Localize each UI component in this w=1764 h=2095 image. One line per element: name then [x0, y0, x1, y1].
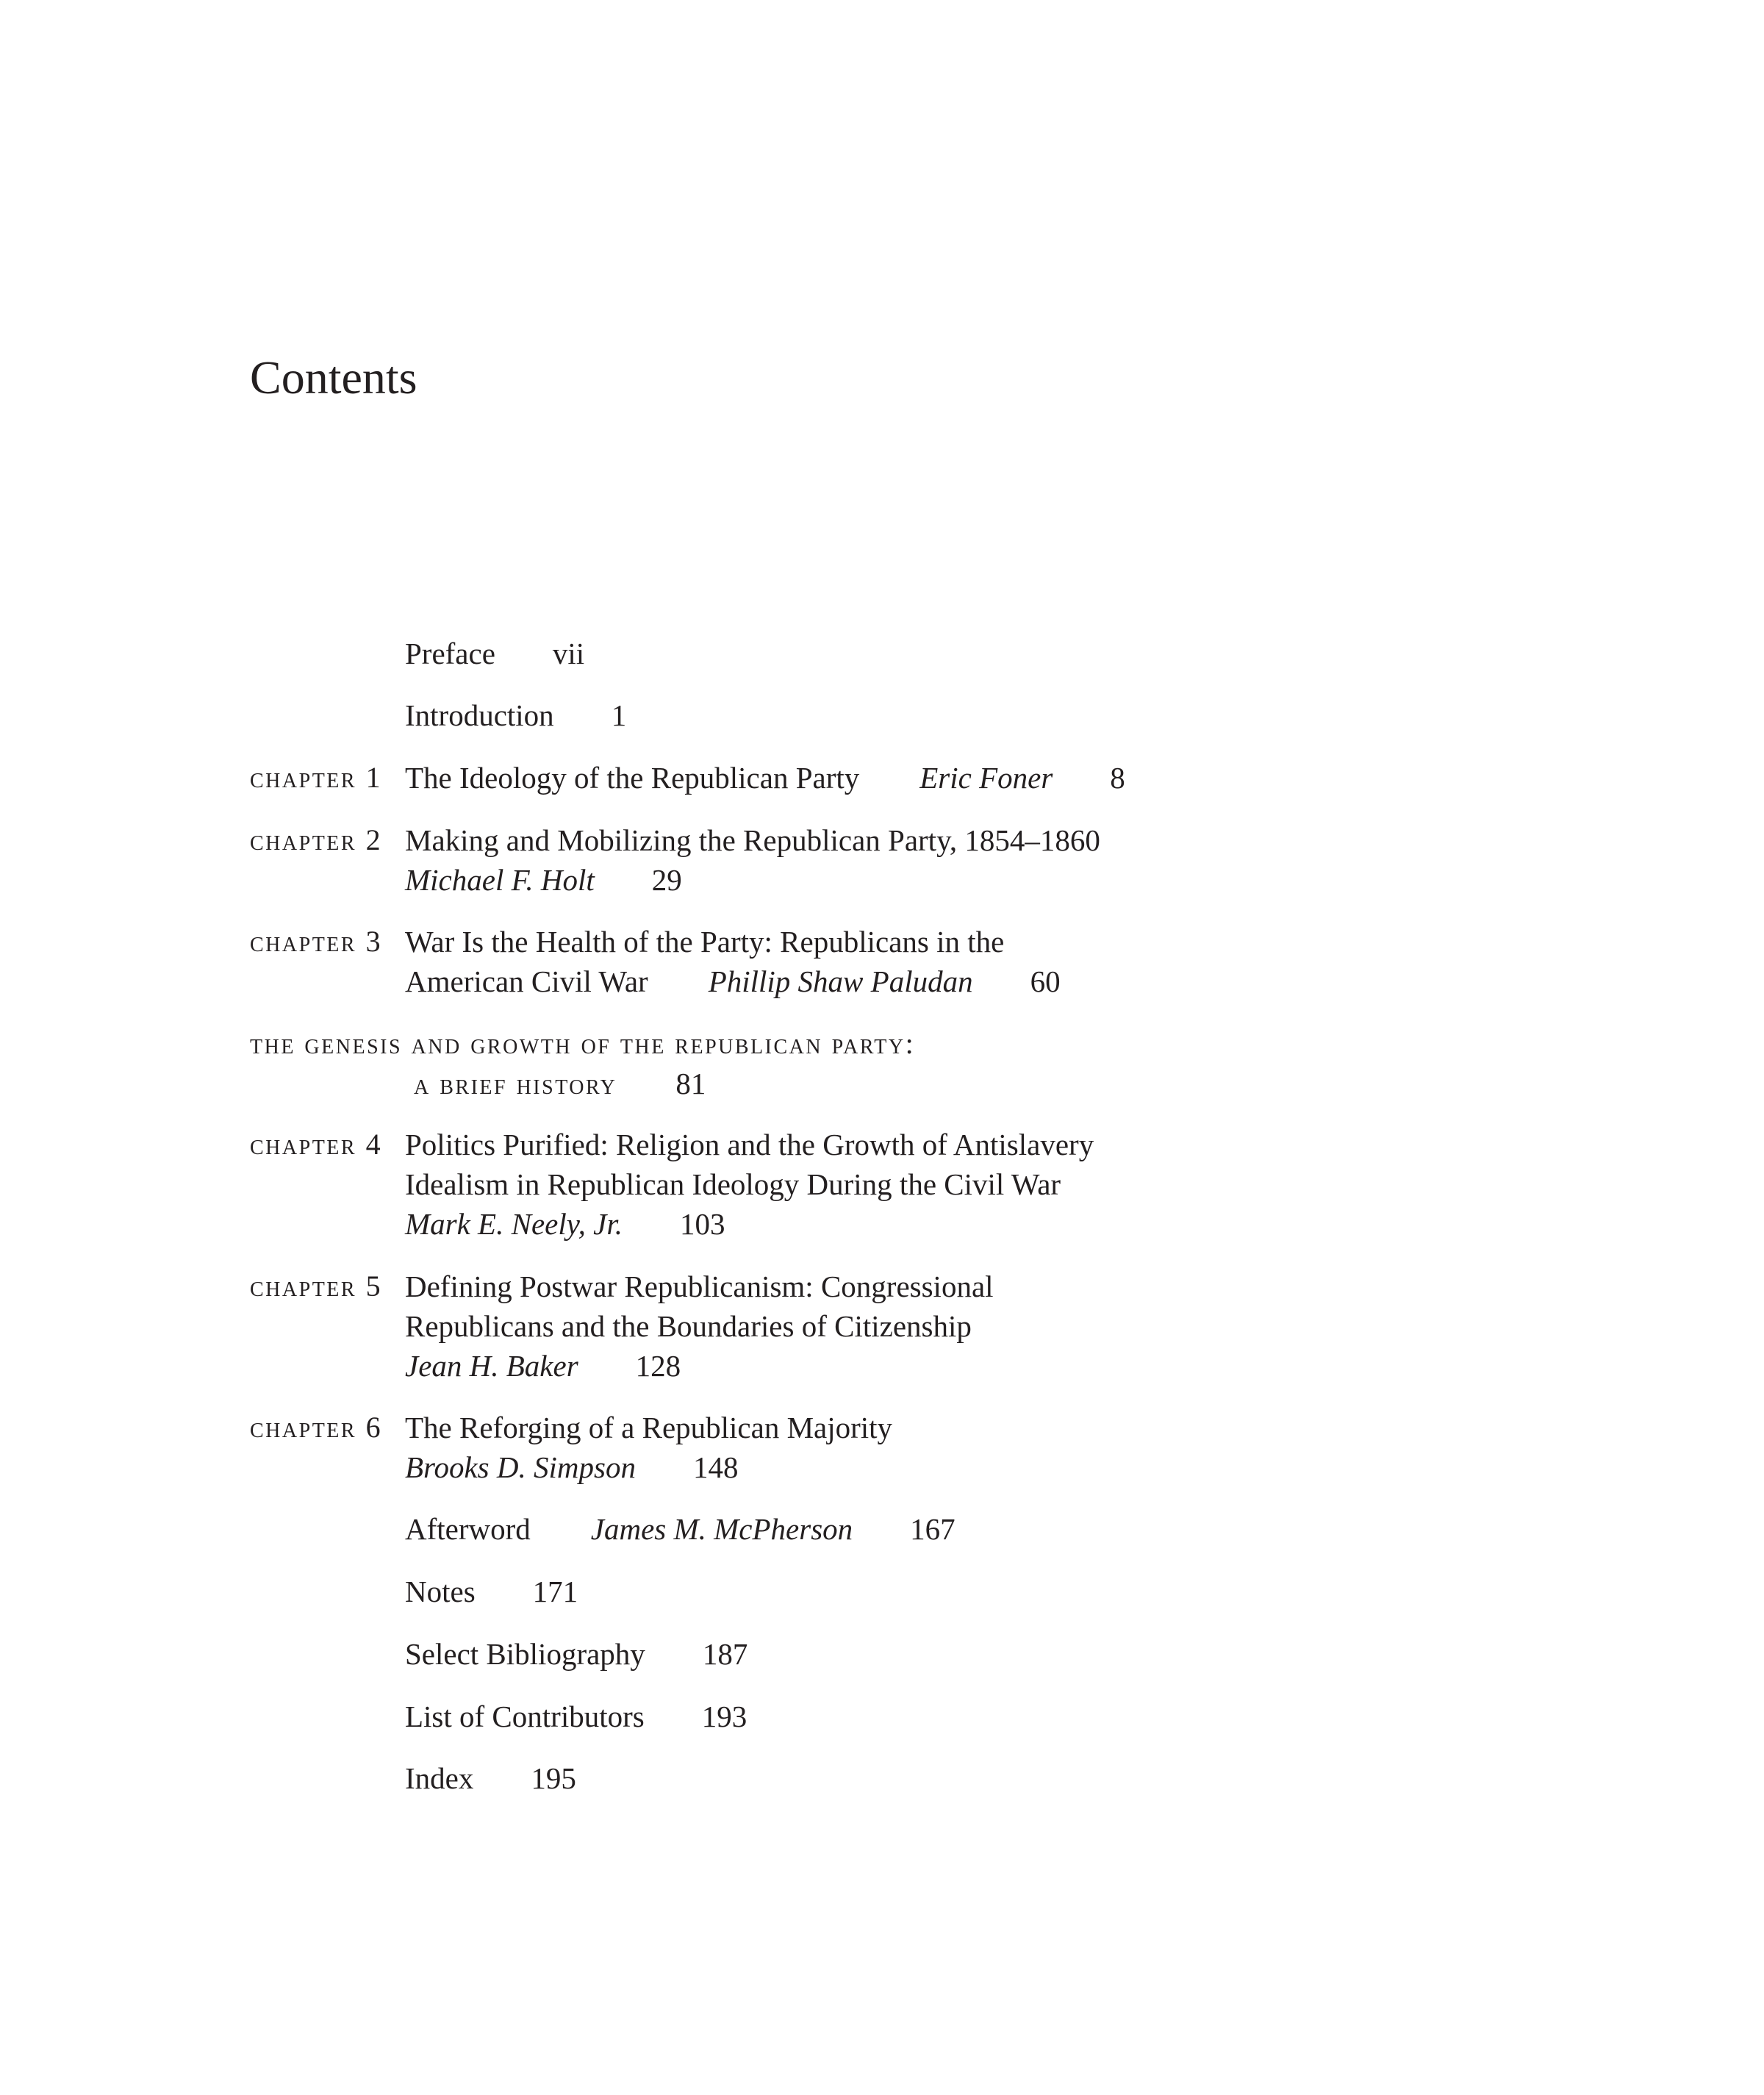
chapter-title: The Ideology of the Republican Party — [405, 761, 860, 795]
chapter-title-line: Defining Postwar Republicanism: Congressional — [405, 1269, 994, 1303]
page-title: Contents — [250, 351, 417, 404]
chapter-page: 103 — [680, 1207, 725, 1241]
toc-entry-title: Afterword — [405, 1512, 531, 1546]
chapter-title-line: Politics Purified: Religion and the Growth of Antislavery — [405, 1128, 1094, 1161]
interlude-page: 81 — [675, 1067, 706, 1100]
chapter-author: Eric Foner — [919, 761, 1053, 795]
chapter-title-line: Idealism in Republican Ideology During the Civil War — [405, 1167, 1061, 1201]
toc-entry-page: 195 — [531, 1761, 576, 1795]
chapter-author: Jean H. Baker — [405, 1349, 578, 1383]
chapter-label: chapter 6 — [250, 1411, 383, 1444]
chapter-title-line: War Is the Health of the Party: Republicans in the — [405, 925, 1005, 959]
toc-entry-author: James M. McPherson — [590, 1512, 853, 1546]
toc-entry-title: Introduction — [405, 698, 554, 732]
toc-entry-page: 167 — [910, 1512, 956, 1546]
chapter-label: chapter 3 — [250, 925, 383, 958]
toc-entry-title: Index — [405, 1761, 474, 1795]
chapter-title-line: American Civil War — [405, 964, 648, 998]
chapter-label: chapter 4 — [250, 1128, 383, 1161]
interlude-heading: the genesis and growth of the republican party: — [250, 1027, 916, 1060]
toc-entry-page: 171 — [532, 1575, 578, 1608]
chapter-author: Michael F. Holt — [405, 863, 595, 897]
chapter-page: 148 — [692, 1450, 739, 1484]
chapter-label: chapter 5 — [250, 1269, 383, 1303]
toc-entry-page: vii — [552, 637, 585, 670]
toc-entry-title: Notes — [405, 1575, 476, 1608]
interlude-subheading: a brief history — [414, 1067, 617, 1100]
toc-entry-page: 187 — [702, 1637, 748, 1671]
chapter-page: 29 — [651, 863, 682, 897]
toc-entry-page: 193 — [701, 1700, 747, 1733]
chapter-title: The Reforging of a Republican Majority — [405, 1411, 893, 1444]
toc-entry-title: Select Bibliography — [405, 1637, 645, 1671]
toc-entry-title: Preface — [405, 637, 495, 670]
toc-entry-title: List of Contributors — [405, 1700, 645, 1733]
chapter-title: Making and Mobilizing the Republican Party, 1854–1860 — [405, 823, 1100, 857]
chapter-page: 8 — [1110, 761, 1125, 795]
chapter-author: Mark E. Neely, Jr. — [405, 1207, 623, 1241]
chapter-title-line: Republicans and the Boundaries of Citizenship — [405, 1309, 972, 1343]
chapter-author: Brooks D. Simpson — [405, 1450, 636, 1484]
chapter-page: 60 — [1030, 964, 1061, 998]
chapter-label: chapter 1 — [250, 761, 383, 794]
chapter-page: 128 — [635, 1349, 681, 1383]
toc-entry-page: 1 — [611, 698, 627, 732]
chapter-author: Phillip Shaw Paludan — [708, 964, 973, 998]
chapter-label: chapter 2 — [250, 823, 383, 856]
